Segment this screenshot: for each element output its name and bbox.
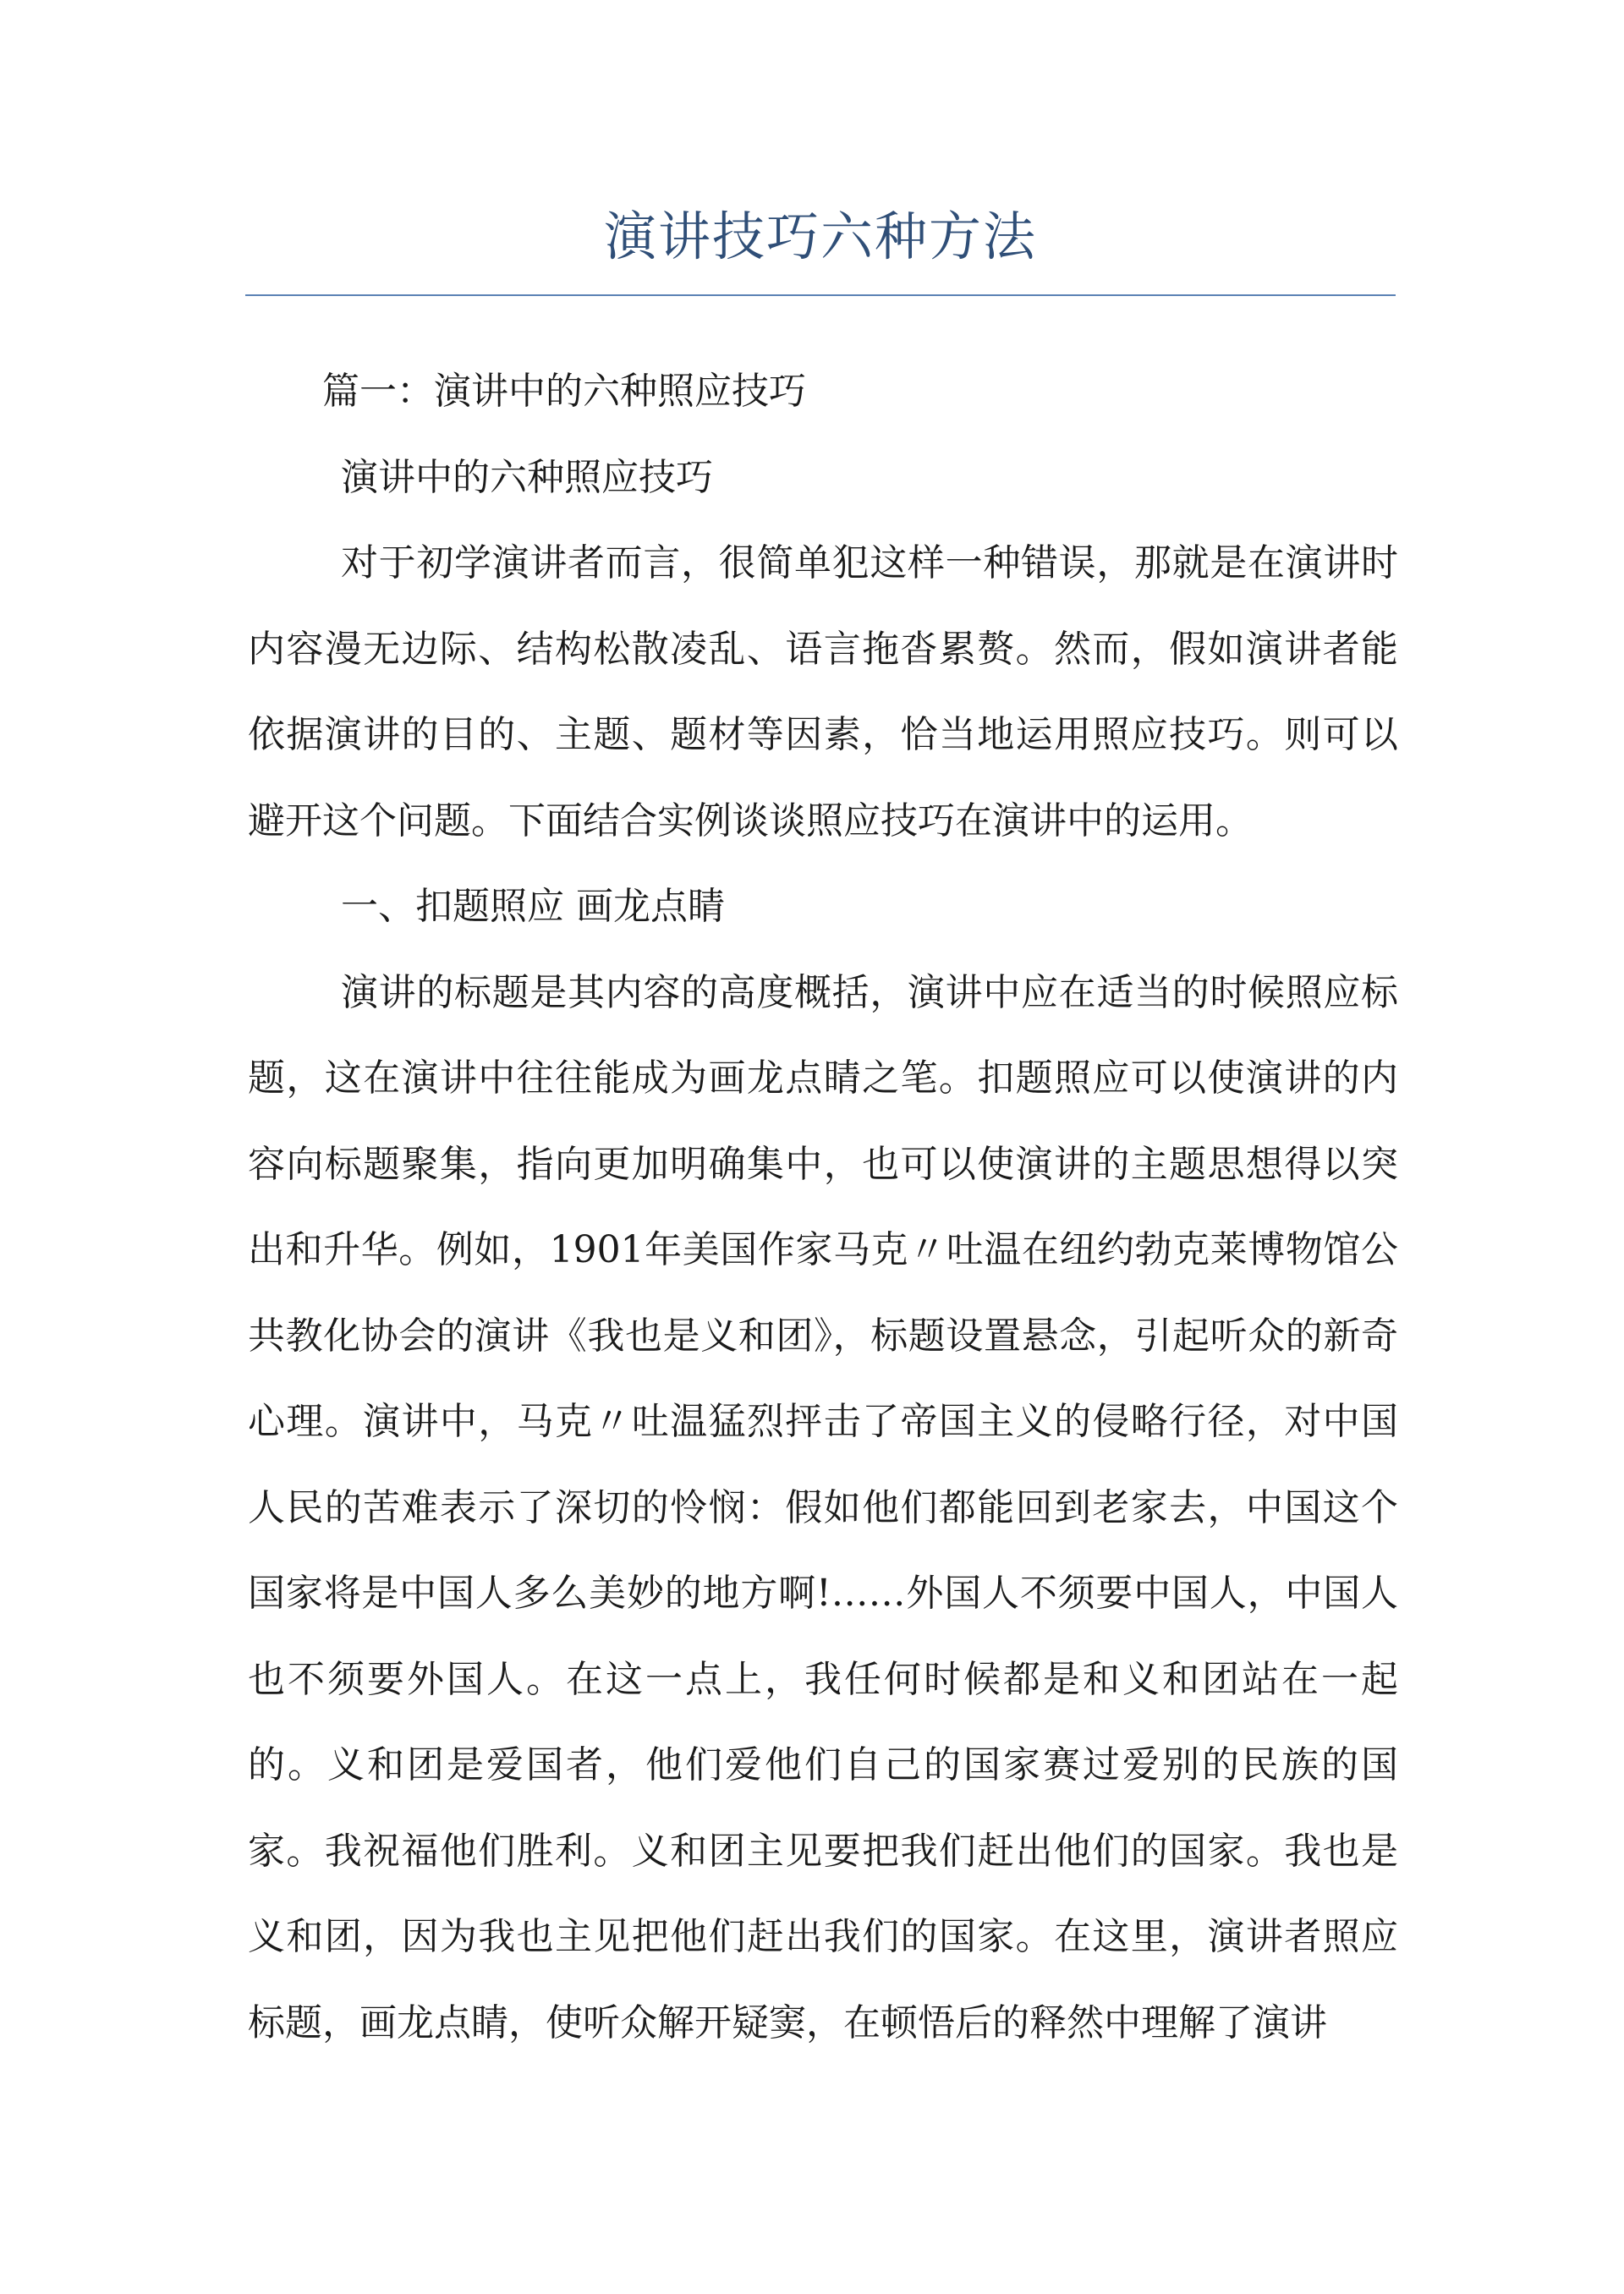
item-heading: 一、扣题照应 画龙点睛 bbox=[341, 885, 725, 928]
title-divider bbox=[245, 294, 1396, 296]
document-title: 演讲技巧六种方法 bbox=[603, 206, 1037, 267]
subheading: 演讲中的六种照应技巧 bbox=[341, 455, 713, 499]
intro-paragraph: 对于初学演讲者而言，很简单犯这样一种错误，那就是在演讲时内容漫无边际、结构松散凌乱、语言拖沓累赘。然而，假如演讲者能依据演讲的目的、主题、题材等因素，恰当地运用照应技巧。则可以避开这个问题。下面结合实例谈谈照应技巧在演讲中的运用。 bbox=[248, 541, 1398, 842]
item-paragraph: 演讲的标题是其内容的高度概括，演讲中应在适当的时候照应标题，这在演讲中往往能成为画龙点睛之笔。扣题照应可以使演讲的内容向标题聚集，指向更加明确集中，也可以使演讲的主题思想得以突出和升华。例如，1901年美国作家马克〃吐温在纽约勃克莱博物馆公共教化协会的演讲《我也是义和团》，标题设置悬念，引起听众的新奇心理。演讲中，马克〃吐温猛烈抨击了帝国主义的侵略行径，对中国人民的苦难表示了深切的怜悯：假如他们都能回到老家去，中国这个国家将是中国人多么美妙的地方啊!……外国人不须要中国人，中国人也不须要外国人。在这一点上，我任何时候都是和义和团站在一起的。义和团是爱国者，他们爱他们自己的国家赛过爱别的民族的国家。我祝福他们胜利。义和团主见要把我们赶出他们的国家。我也是义和团，因为我也主见把他们赶出我们的国家。在这里，演讲者照应标题，画龙点睛，使听众解开疑窦，在顿悟后的释然中理解了演讲 bbox=[248, 970, 1398, 2044]
section-heading: 篇一：演讲中的六种照应技巧 bbox=[322, 370, 806, 413]
document-body bbox=[248, 348, 1398, 2066]
